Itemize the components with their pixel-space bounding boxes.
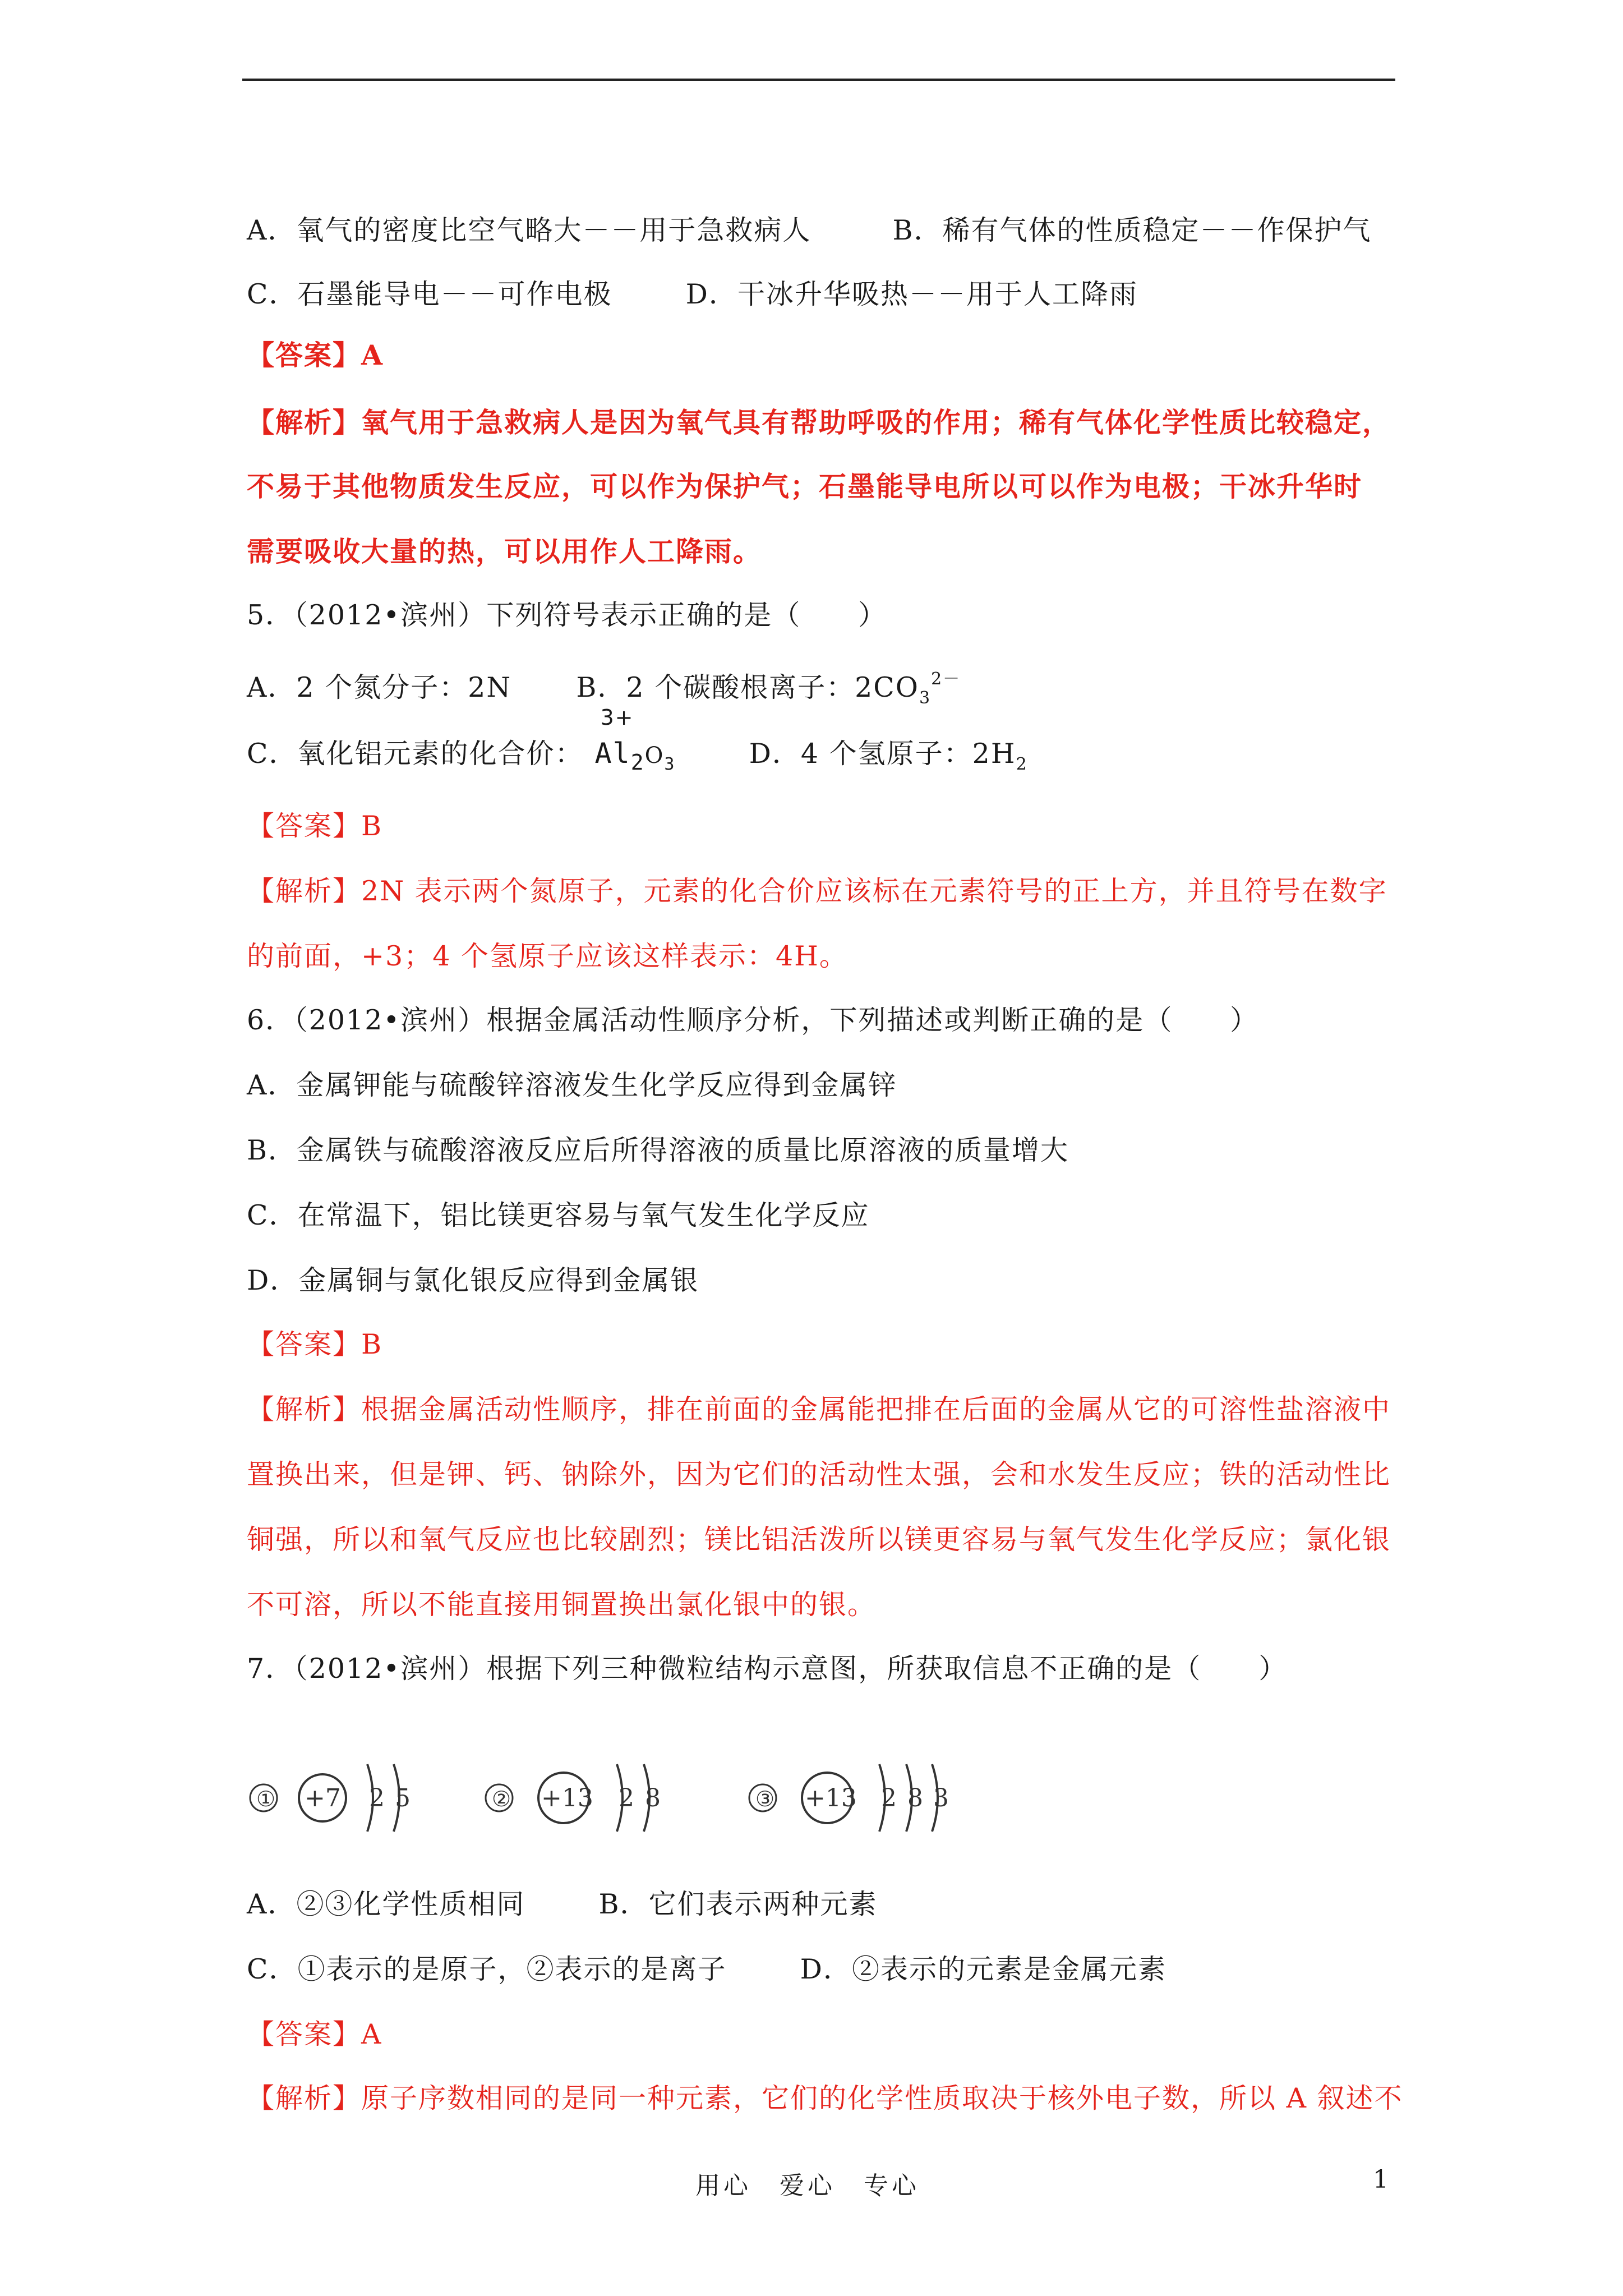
q5-analysis-line-2: 的前面，+3；4 个氢原子应该这样表示：4H。 <box>247 940 848 972</box>
q6-stem: 6．（2012•滨州）根据金属活动性顺序分析，下列描述或判断正确的是（ ） <box>247 1004 1259 1036</box>
q7-answer: 【答案】A <box>247 2018 382 2050</box>
q4-option-b: B．稀有气体的性质稳定－－作保护气 <box>892 214 1372 246</box>
q4-answer: 【答案】A <box>247 339 384 371</box>
q6-analysis-line-4: 不可溶，所以不能直接用铜置换出氯化银中的银。 <box>247 1589 877 1621</box>
q6-analysis-tag: 【解析】 <box>247 1393 362 1425</box>
structure-1-shell-1: 2 <box>369 1784 385 1812</box>
q7-analysis-tag: 【解析】 <box>247 2082 362 2114</box>
q7-option-row-2 <box>247 1951 1166 1988</box>
q6-analysis-line-3: 铜强，所以和氧气反应也比较剧烈；镁比铝活泼所以镁更容易与氧气发生化学反应；氯化银 <box>247 1524 1391 1556</box>
q6-analysis-line-1: 【解析】根据金属活动性顺序，排在前面的金属能把排在后面的金属从它的可溶性盐溶液中 <box>247 1393 1391 1425</box>
q7-option-d: D．②表示的元素是金属元素 <box>800 1953 1166 1985</box>
q4-option-c: C．石墨能导电－－可作电极 <box>247 278 612 310</box>
structure-2 <box>486 1764 661 1832</box>
q4-option-a: A．氧气的密度比空气略大－－用于急救病人 <box>247 214 811 246</box>
q5-option-b: B．2 个碳酸根离子：$2CO_3^{2-}$ <box>576 669 961 708</box>
structure-1-label: ① <box>256 1787 276 1811</box>
q5-option-a: A．2 个氮分子：2N <box>247 671 512 703</box>
structure-3-shell-1: 2 <box>881 1784 897 1812</box>
q4-analysis-line-2: 不易于其他物质发生反应，可以作为保护气；石墨能导电所以可以作为电极；干冰升华时 <box>247 470 1363 503</box>
q5-answer: 【答案】B <box>247 810 383 842</box>
structure-1-nucleus: +7 <box>305 1784 341 1812</box>
q7-stem: 7．（2012•滨州）根据下列三种微粒结构示意图，所获取信息不正确的是（ ） <box>247 1653 1288 1685</box>
q4-analysis-line-1: 【解析】氧气用于急救病人是因为氧气具有帮助呼吸的作用；稀有气体化学性质比较稳定， <box>247 406 1391 439</box>
particle-structure-diagram <box>247 1742 1256 1854</box>
structure-3 <box>749 1764 949 1832</box>
q6-option-a: A．金属钾能与硫酸锌溶液发生化学反应得到金属锌 <box>247 1069 897 1101</box>
structure-1-shell-2: 5 <box>395 1784 411 1812</box>
q6-option-d: D．金属铜与氯化银反应得到金属银 <box>247 1264 699 1296</box>
q5-option-c: C．氧化铝元素的化合价： <box>247 738 584 770</box>
q5-analysis-tag: 【解析】 <box>247 875 362 907</box>
structure-3-label: ③ <box>755 1787 775 1811</box>
q7-option-row-1 <box>247 1886 878 1923</box>
structure-3-shell-2: 8 <box>907 1784 923 1812</box>
page-number: 1 <box>1373 2165 1389 2194</box>
structure-2-shell-1: 2 <box>619 1784 634 1812</box>
header-rule <box>242 79 1395 81</box>
structure-3-nucleus: +13 <box>805 1784 857 1812</box>
q4-option-row-2 <box>247 276 1138 313</box>
q6-option-c: C．在常温下，铝比镁更容易与氧气发生化学反应 <box>247 1199 870 1231</box>
structure-2-shell-2: 8 <box>645 1784 661 1812</box>
q7-option-a: A．②③化学性质相同 <box>247 1888 525 1920</box>
q5-stem: 5．（2012•滨州）下列符号表示正确的是（ ） <box>247 599 887 631</box>
q6-option-b: B．金属铁与硫酸溶液反应后所得溶液的质量比原溶液的质量增大 <box>247 1134 1069 1166</box>
structure-2-label: ② <box>492 1787 511 1811</box>
q7-option-b: B．它们表示两种元素 <box>598 1888 878 1920</box>
alumina-formula: 3+ $Al_2O_3$ <box>594 705 676 775</box>
q4-analysis-line-3: 需要吸收大量的热，可以用作人工降雨。 <box>247 535 762 568</box>
q7-analysis-line-1: 【解析】原子序数相同的是同一种元素，它们的化学性质取决于核外电子数，所以 A 叙述不 <box>247 2082 1403 2114</box>
q5-option-d: D．4 个氢原子：$2H_2$ <box>749 738 1028 774</box>
q5-option-row-2 <box>247 705 1028 783</box>
q6-analysis-line-2: 置换出来，但是钾、钙、钠除外，因为它们的活动性太强，会和水发生反应；铁的活动性比 <box>247 1458 1391 1490</box>
structure-2-nucleus: +13 <box>541 1784 593 1812</box>
structure-1 <box>250 1764 411 1832</box>
q7-option-c: C．①表示的是原子，②表示的是离子 <box>247 1953 727 1985</box>
q4-option-row-1 <box>247 212 1372 249</box>
q5-analysis-line-1: 【解析】2N 表示两个氮原子，元素的化合价应该标在元素符号的正上方，并且符号在数字 <box>247 875 1387 907</box>
structure-3-shell-3: 3 <box>933 1784 949 1812</box>
footer-motto: 用心 爱心 专心 <box>695 2171 920 2200</box>
q4-option-d: D．干冰升华吸热－－用于人工降雨 <box>685 278 1138 310</box>
q6-answer: 【答案】B <box>247 1328 383 1360</box>
